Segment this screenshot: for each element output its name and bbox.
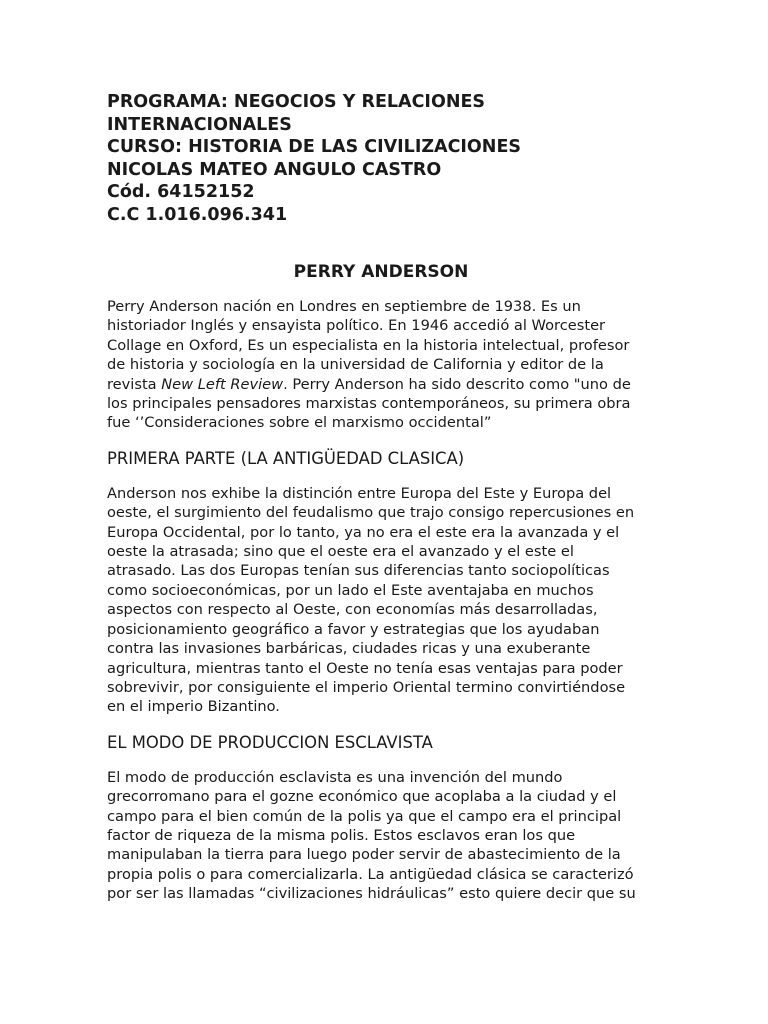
header-course-line: CURSO: HISTORIA DE LAS CIVILIZACIONES [107, 137, 522, 157]
intro-line: los principales pensadores marxistas contemporáneos, su primera obra [107, 395, 631, 413]
header-program-line-2: INTERNACIONALES [107, 114, 292, 135]
section1-line: agricultura, mientras tanto el Oeste no tenía esas ventajas para poder [107, 659, 623, 677]
intro-line [107, 375, 655, 394]
section-heading-primera-parte: PRIMERA PARTE (LA ANTIGÜEDAD CLASICA) [107, 448, 465, 468]
intro-line: Perry Anderson nación en Londres en septiembre de 1938. Es un [107, 298, 581, 315]
intro-line: Collage en Oxford, Es un especialista en la historia intelectual, profesor [107, 336, 630, 354]
section2-line: El modo de producción esclavista es una invención del mundo [107, 768, 563, 786]
header-student-id: C.C 1.016.096.341 [107, 204, 288, 225]
section2-line: campo para el bien común de la polis ya que el campo era el principal [107, 807, 622, 825]
section1-line: como socioeconómicas, por un lado el Este aventajaba en muchos [107, 581, 594, 599]
intro-line: historiador Inglés y ensayista político. En 1946 accedió al Worcester [107, 317, 606, 335]
header-student-name: NICOLAS MATEO ANGULO CASTRO [107, 159, 442, 180]
section1-line: Anderson nos exhibe la distinción entre Europa del Este y Europa del [107, 484, 612, 502]
intro-line-suffix: . Perry Anderson ha sido descrito como "uno de [283, 375, 631, 393]
section2-line: manipulaban la tierra para luego poder servir de abastecimiento de la [107, 846, 621, 864]
intro-paragraph [107, 297, 655, 433]
header-program-line-1: PROGRAMA: NEGOCIOS Y RELACIONES [107, 92, 486, 112]
section1-line: contra las invasiones barbáricas, ciudades ricas y una exuberante [107, 640, 591, 658]
intro-line: de historia y sociología en la universidad de California y editor de la [107, 356, 604, 374]
section1-line: aspectos con respecto al Oeste, con economías más desarrolladas, [107, 601, 598, 619]
document-page [107, 91, 655, 904]
section1-line: oeste la atrasada; sino que el oeste era el avanzado y el este el [107, 543, 574, 561]
intro-line-prefix: revista [107, 375, 162, 393]
section1-line: posicionamiento geográfico a favor y estrategias que los ayudaban [107, 620, 600, 638]
section1-line: oeste, el surgimiento del feudalismo que trajo consigo repercusiones en [107, 504, 635, 522]
intro-line: fue ‘’Consideraciones sobre el marxismo occidental” [107, 414, 492, 432]
section1-line: en el imperio Bizantino. [107, 698, 280, 716]
section1-paragraph [107, 484, 655, 717]
document-title: PERRY ANDERSON [293, 262, 469, 282]
section2-line: grecorromano para el gozne económico que acoplaba a la ciudad y el [107, 788, 617, 806]
section1-line: atrasado. Las dos Europas tenían sus diferencias tanto sociopolíticas [107, 562, 610, 580]
document-header [107, 91, 655, 226]
section2-line: propia polis o para comercializarla. La antigüedad clásica se caracterizó [107, 865, 634, 883]
section2-line: factor de riqueza de la misma polis. Estos esclavos eran los que [107, 826, 576, 844]
journal-title: New Left Review [161, 375, 284, 393]
section1-line: sobrevivir, por consiguiente el imperio Oriental termino convirtiéndose [107, 678, 626, 696]
section1-line: Europa Occidental, por lo tanto, ya no era el este era la avanzada y el [107, 523, 620, 541]
section-heading-modo-produccion: EL MODO DE PRODUCCION ESCLAVISTA [107, 732, 433, 752]
section2-line: por ser las llamadas “civilizaciones hidráulicas” esto quiere decir que su [107, 885, 636, 903]
section2-paragraph [107, 768, 655, 904]
header-student-code: Cód. 64152152 [107, 182, 255, 202]
